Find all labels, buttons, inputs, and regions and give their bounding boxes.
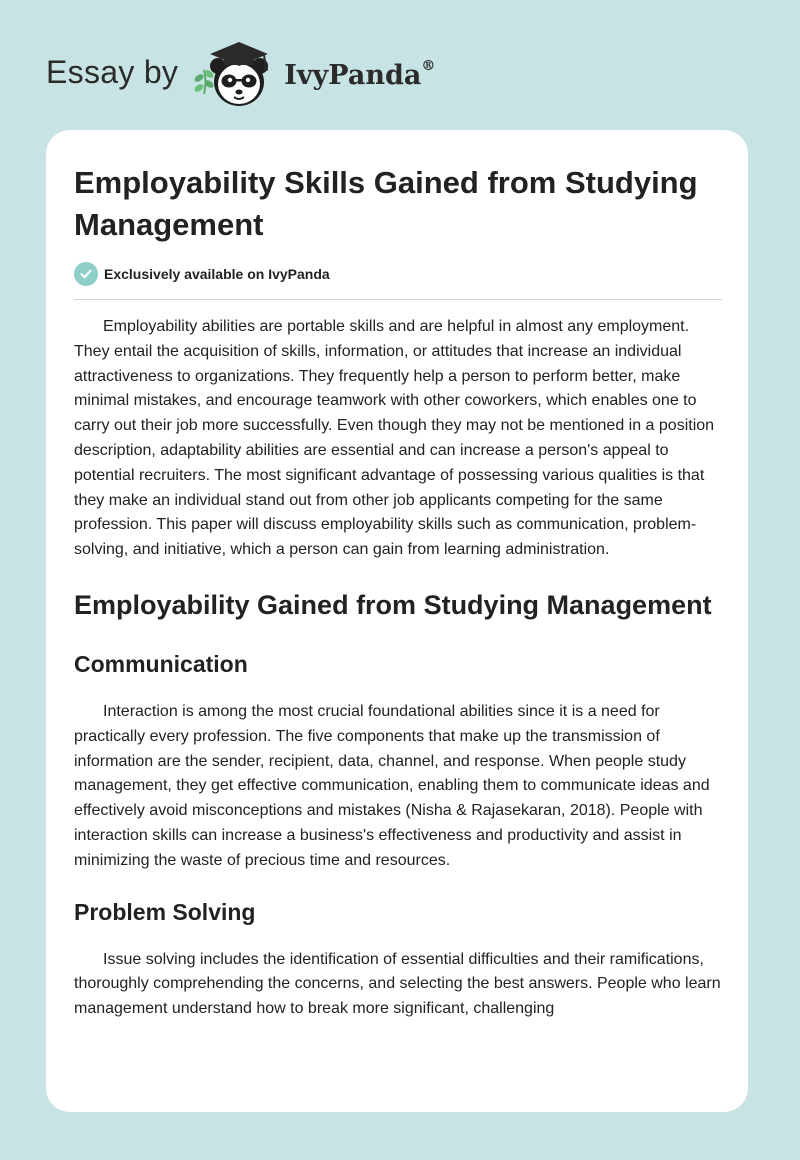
essay-card	[46, 130, 748, 1112]
panda-graduate-logo-icon[interactable]	[190, 36, 282, 112]
problem-solving-paragraph: Issue solving includes the identification of essential difficulties and their ramifications, thoroughly comprehending the concerns, and selecting the best answers. People who learn management understand how to break more significant, challenging	[74, 950, 721, 1018]
problem-solving-heading: Problem Solving	[74, 898, 256, 925]
section-heading: Employability Gained from Studying Management	[74, 589, 712, 620]
check-circle-icon	[74, 262, 98, 286]
communication-heading: Communication	[74, 650, 248, 677]
registered-mark: ®	[421, 57, 436, 74]
essay-by-label: Essay by	[46, 53, 179, 90]
intro-paragraph: Employability abilities are portable skills and are helpful in almost any employment. They entail the acquisition of skills, information, or attitudes that increase an individual attractiveness to organizations. They frequently help a person to perform better, make minimal mistakes, and encourage teamwork with other coworkers, which enables one to carry out their job more successfully. Even though they may not be mentioned in a position description, adaptability abilities are essential and can increase a person's appeal to potential recruiters. The most significant advantage of possessing various qualities is that they make an individual stand out from other job applicants competing for the same profession. This paper will discuss employability skills such as communication, problem-solving, and initiative, which a person can gain from learning administration.	[74, 318, 715, 559]
exclusive-label: Exclusively available on IvyPanda	[104, 266, 330, 282]
essay-title: Employability Skills Gained from Studying Management	[74, 165, 698, 242]
ivypanda-brand-name[interactable]: IvyPanda®	[284, 57, 436, 91]
site-header	[46, 34, 435, 114]
exclusive-notice	[74, 262, 722, 300]
communication-paragraph: Interaction is among the most crucial foundational abilities since it is a need for practically every profession. The five components that make up the transmission of information are the sender, recipient, data, channel, and response. When people study management, they get effective communication, enabling them to communicate ideas and effectively avoid misconceptions and mistakes (Nisha & Rajasekaran, 2018). People with interaction skills can increase a business's effectiveness and productivity and assist in minimizing the waste of precious time and resources.	[74, 702, 710, 869]
